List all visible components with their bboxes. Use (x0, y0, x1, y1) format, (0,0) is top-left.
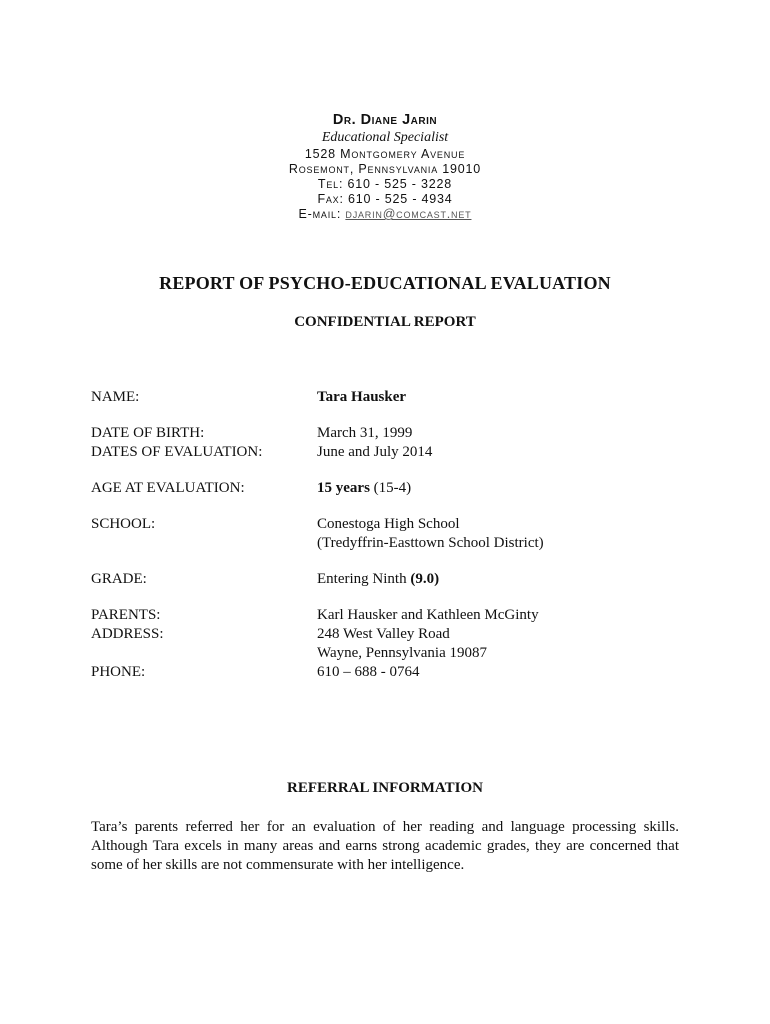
fax: Fax: 610 - 525 - 4934 (317, 192, 453, 206)
info-row-parents (91, 606, 691, 625)
address-label: ADDRESS: (91, 626, 164, 642)
info-row-doe (91, 443, 691, 462)
confidential-heading: CONFIDENTIAL REPORT (294, 314, 476, 330)
info-row-age (91, 479, 691, 498)
email-link[interactable]: djarin@comcast.net (345, 207, 472, 221)
info-row-dob (91, 424, 691, 443)
info-row-address (91, 625, 691, 663)
grade-value: Entering Ninth (9.0) (317, 571, 440, 587)
info-row-grade (91, 570, 691, 589)
name-value: Tara Hausker (317, 389, 407, 405)
age-value: 15 years (15-4) (317, 480, 412, 496)
info-row-phone (91, 663, 691, 682)
dob-value: March 31, 1999 (317, 425, 413, 441)
author-name: Dr. Diane Jarin (332, 112, 438, 128)
email-label: E-mail: (298, 207, 342, 221)
referral-paragraph: Tara’s parents referred her for an evaluation of her reading and language processing skills. Although Tara excels in many areas and earns strong academic grades, they are concerned that some of her skills are not commensurate with her intelligence. (91, 819, 679, 873)
report-title: REPORT OF PSYCHO-EDUCATIONAL EVALUATION (159, 273, 611, 293)
author-title: Educational Specialist (321, 130, 449, 145)
info-row-school (91, 515, 691, 553)
school-value: Conestoga High School (Tredyffrin-Easttown School District) (317, 516, 544, 551)
school-label: SCHOOL: (91, 516, 156, 532)
phone-label: PHONE: (91, 664, 146, 680)
telephone: Tel: 610 - 525 - 3228 (317, 177, 453, 191)
info-row-name (91, 388, 691, 407)
name-label: NAME: (91, 389, 140, 405)
referral-heading: REFERRAL INFORMATION (287, 780, 483, 796)
email-line (0, 207, 770, 222)
letterhead (0, 111, 770, 222)
grade-label: GRADE: (91, 571, 147, 587)
address-value: 248 West Valley Road Wayne, Pennsylvania 19087 (317, 626, 488, 661)
age-label: AGE AT EVALUATION: (91, 480, 245, 496)
parents-value: Karl Hausker and Kathleen McGinty (317, 607, 539, 623)
dob-label: DATE OF BIRTH: (91, 425, 205, 441)
doe-label: DATES OF EVALUATION: (91, 444, 263, 460)
parents-label: PARENTS: (91, 607, 161, 623)
address-line-1: 1528 Montgomery Avenue (304, 147, 466, 161)
phone-value: 610 – 688 - 0764 (317, 664, 420, 680)
address-line-2: Rosemont, Pennsylvania 19010 (288, 162, 482, 176)
doe-value: June and July 2014 (317, 444, 433, 460)
student-info (91, 388, 691, 682)
